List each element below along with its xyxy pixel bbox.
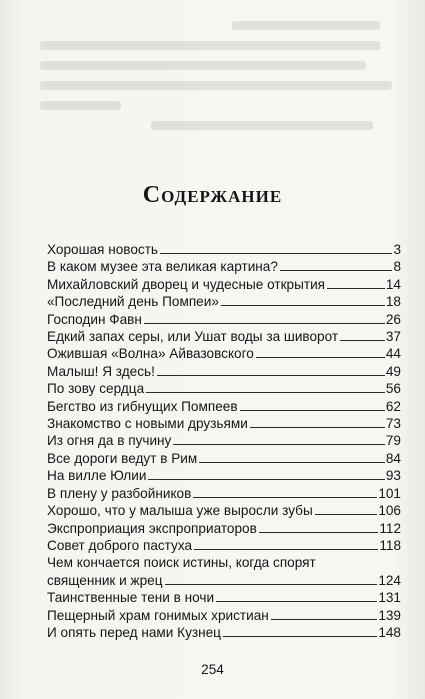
toc-entry: Экспроприация экспроприаторов 112 [47, 520, 401, 536]
toc-entry: Из огня да в пучину 79 [47, 433, 401, 449]
toc-entry: Михайловский дворец и чудесные открытия 14 [47, 276, 401, 292]
toc-entry: В каком музее эта великая картина? 8 [47, 259, 401, 275]
table-of-contents [47, 241, 401, 641]
toc-entry: В плену у разбойников 101 [47, 485, 401, 501]
toc-entry: Хорошая новость 3 [47, 242, 401, 257]
toc-heading: Содержание [142, 182, 283, 208]
toc-entry: Все дороги ведут в Рим 84 [47, 450, 401, 466]
toc-entry: Пещерный храм гонимых христиан 139 [47, 607, 401, 623]
toc-entry: Хорошо, что у малыша уже выросли зубы 106 [47, 503, 401, 519]
toc-entry: Малыш! Я здесь! 49 [47, 363, 401, 379]
toc-entry: И опять перед нами Кузнец 148 [47, 624, 401, 640]
toc-entry: Бегство из гибнущих Помпеев 62 [47, 398, 401, 414]
bleed-through-text [40, 10, 410, 160]
toc-entry: На вилле Юлии 93 [47, 468, 401, 484]
toc-entry: Господин Фавн 26 [47, 311, 401, 327]
toc-entry: Знакомство с новыми друзьями 73 [47, 416, 401, 432]
toc-entry: «Последний день Помпеи» 18 [47, 294, 401, 310]
toc-entry: Едкий запах серы, или Ушат воды за шиворот 37 [47, 329, 401, 345]
toc-entry: Ожившая «Волна» Айвазовского 44 [47, 346, 401, 362]
toc-entry: Совет доброго пастуха 118 [47, 537, 401, 553]
page-number: 254 [201, 662, 224, 677]
toc-entry: Таинственные тени в ночи 131 [47, 590, 401, 606]
toc-entry: Чем кончается поиск истины, когда спорят священник и жрец 124 [47, 555, 401, 588]
toc-entry: По зову сердца 56 [47, 381, 401, 397]
